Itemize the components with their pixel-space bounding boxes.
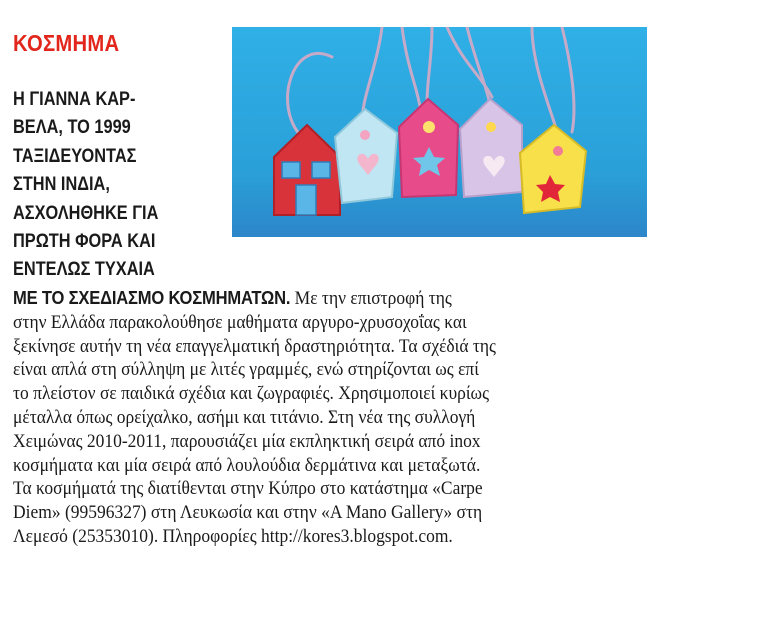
body-line-lead (13, 287, 602, 311)
headline-line: Η ΓΙΑΝΝΑ ΚΑΡ- (13, 89, 136, 110)
headline-line: ΤΑΞΙΔΕΥΟΝΤΑΣ (13, 145, 137, 167)
body-line: ξεκίνησε αυτήν τη νέα επαγγελματική δραστηριότητα. Τα σχέδιά της (13, 335, 496, 357)
body-line: είναι απλά στη σύλληψη με λιτές γραμμές, ενώ στηρίζονται ως επί (13, 359, 479, 381)
body-line: στην Ελλάδα παρακολούθησε μαθήματα αργυρο-χρυσοχοΐας και (13, 311, 467, 333)
body-line: Diem» (99596327) στη Λευκωσία και στην «A Mano Gallery» στη (13, 502, 483, 524)
headline-line: ΑΣΧΟΛΗΘΗΚΕ ΓΙΑ (13, 202, 159, 224)
article-body (13, 287, 653, 549)
section-label: ΚΟΣΜΗΜΑ (13, 30, 120, 56)
body-line: το πλείστον σε παιδικά σχέδια και ζωγραφιές. Χρησιμοποιεί κυρίως (13, 383, 489, 405)
headline-line: ΣΤΗΝ ΙΝΔΙΑ, (13, 174, 110, 196)
headline-line: ΕΝΤΕΛΩΣ ΤΥΧΑΙΑ (13, 259, 155, 281)
headline-line: ΠΡΩΤΗ ΦΟΡΑ ΚΑΙ (13, 231, 156, 253)
body-line: Τα κοσμήματά της διατίθενται στην Κύπρο στο κατάστημα «Carpe (13, 478, 483, 500)
body-line: κοσμήματα και μία σειρά από λουλούδια δερμάτινα και μεταξωτά. (13, 454, 481, 476)
house-pendants-illustration (232, 27, 647, 237)
body-line: Λεμεσό (25353010). Πληροφορίες http://kores3.blogspot.com. (13, 525, 453, 547)
headline-line: ΒΕΛΑ, ΤΟ 1999 (13, 117, 131, 139)
lead-bold-text: ΜΕ ΤΟ ΣΧΕΔΙΑΣΜΟ ΚΟΣΜΗΜΑΤΩΝ. (13, 288, 291, 308)
body-line: μέταλλα όπως ορείχαλκο, ασήμι και τιτάνιο. Στη νέα της συλλογή (13, 406, 476, 428)
body-line: Χειμώνας 2010-2011, παρουσιάζει μία εκπληκτική σειρά από inox (13, 430, 481, 452)
lead-rest-text: Με την επιστροφή της (290, 288, 452, 309)
headline (13, 86, 158, 285)
jewelry-photo (232, 27, 647, 237)
